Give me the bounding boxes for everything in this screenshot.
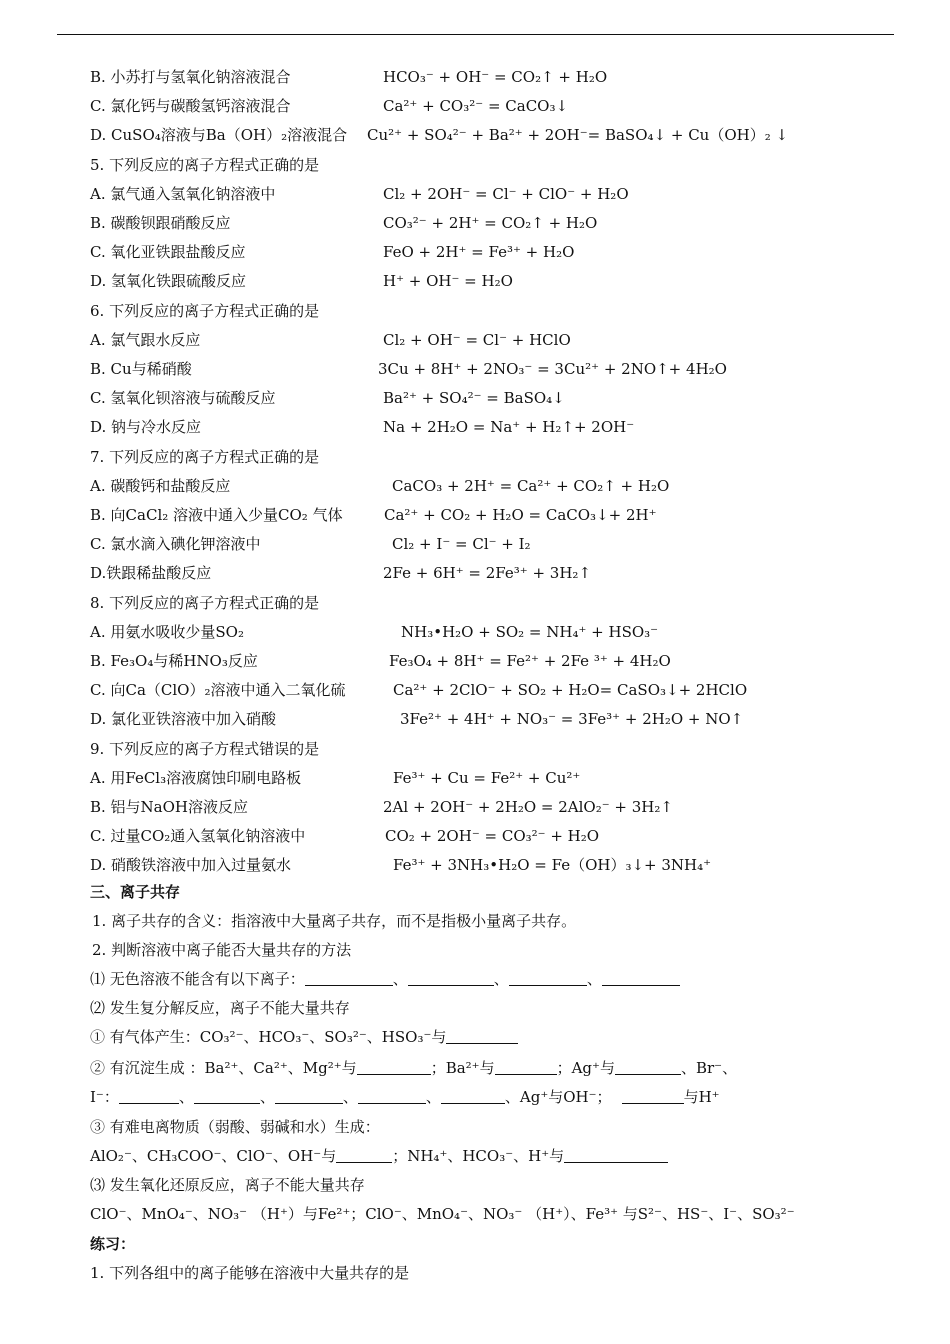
ionic-equation: CO₂ + 2OH⁻ = CO₃²⁻ + H₂O <box>385 827 600 845</box>
gas-line <box>90 1027 518 1047</box>
redox-line: ⑶ 发生氧化还原反应，离子不能大量共存 <box>90 1176 365 1194</box>
option-label: B. Fe₃O₄与稀HNO₃反应 <box>90 652 258 670</box>
answer-blank[interactable] <box>495 1060 557 1075</box>
section-title: 三、离子共存 <box>90 883 181 901</box>
option-label: D. 氯化亚铁溶液中加入硝酸 <box>90 710 277 728</box>
equation-row <box>90 417 635 437</box>
option-label: B. 小苏打与氢氧化钠溶液混合 <box>90 68 291 86</box>
option-label: D. 钠与冷水反应 <box>90 418 202 436</box>
hydrogen-label: 与H⁺ <box>683 1088 720 1106</box>
question-text: 9. 下列反应的离子方程式错误的是 <box>90 740 320 758</box>
answer-blank[interactable] <box>275 1089 343 1104</box>
ionic-equation: Fe³⁺ + 3NH₃•H₂O = Fe（OH）₃↓+ 3NH₄⁺ <box>393 856 712 874</box>
question-stem <box>90 155 319 175</box>
equation-row <box>90 213 598 233</box>
answer-blank[interactable] <box>408 971 494 986</box>
precipitate-label-4: 、Br⁻、 <box>680 1059 738 1077</box>
answer-blank[interactable] <box>119 1089 179 1104</box>
equation-row <box>90 388 565 408</box>
question-text: 7. 下列反应的离子方程式正确的是 <box>90 448 320 466</box>
equation-row <box>90 67 608 87</box>
paragraph-double-decomp: ⑵ 发生复分解反应，离子不能大量共存 <box>90 999 350 1017</box>
precipitate-label-3: ；Ag⁺与 <box>556 1059 615 1077</box>
question-stem <box>90 739 319 759</box>
option-label: B. 碳酸钡跟硝酸反应 <box>90 214 231 232</box>
header-rule <box>57 34 894 35</box>
answer-blank[interactable] <box>358 1089 426 1104</box>
option-label: A. 用FeCl₃溶液腐蚀印刷电路板 <box>90 769 302 787</box>
gas-label: ① 有气体产生：CO₃²⁻、HCO₃⁻、SO₃²⁻、HSO₃⁻与 <box>90 1028 447 1046</box>
weak-electrolyte-line: ③ 有难电离物质（弱酸、弱碱和水）生成： <box>90 1118 380 1136</box>
question-text: 6. 下列反应的离子方程式正确的是 <box>90 302 320 320</box>
weak-electrolyte-ions-line <box>90 1146 668 1166</box>
ionic-equation: HCO₃⁻ + OH⁻ = CO₂↑ + H₂O <box>383 68 608 86</box>
question-text: 5. 下列反应的离子方程式正确的是 <box>90 156 320 174</box>
answer-blank[interactable] <box>336 1148 392 1163</box>
colorless-ions-label: ⑴ 无色溶液不能含有以下离子： <box>90 970 305 988</box>
option-label: A. 用氨水吸收少量SO₂ <box>90 623 244 641</box>
option-label: C. 氯水滴入碘化钾溶液中 <box>90 535 261 553</box>
ionic-equation: Ca²⁺ + 2ClO⁻ + SO₂ + H₂O= CaSO₃↓+ 2HClO <box>393 681 748 699</box>
option-label: A. 碳酸钙和盐酸反应 <box>90 477 231 495</box>
equation-row <box>90 184 629 204</box>
precipitate-line-2 <box>90 1087 720 1107</box>
answer-blank[interactable] <box>446 1029 518 1044</box>
silver-label: 、Ag⁺与OH⁻； <box>504 1088 612 1106</box>
paragraph-method: 2. 判断溶液中离子能否大量共存的方法 <box>92 941 352 959</box>
answer-blank[interactable] <box>509 971 587 986</box>
option-label: D. 硝酸铁溶液中加入过量氨水 <box>90 856 292 874</box>
ionic-equation: Cl₂ + OH⁻ = Cl⁻ + HClO <box>383 331 571 349</box>
equation-row <box>90 680 748 700</box>
practice-title: 练习： <box>90 1235 136 1253</box>
precipitate-label: ② 有沉淀生成 ：Ba²⁺、Ca²⁺、Mg²⁺与 <box>90 1059 357 1077</box>
answer-blank[interactable] <box>357 1060 431 1075</box>
answer-blank[interactable] <box>602 971 680 986</box>
iodide-label: I⁻： <box>90 1088 119 1106</box>
option-label: D. 氢氧化铁跟硫酸反应 <box>90 272 247 290</box>
weak-ions-label-2: ；NH₄⁺、HCO₃⁻、H⁺与 <box>392 1147 565 1165</box>
answer-blank[interactable] <box>564 1148 668 1163</box>
question-stem <box>90 593 319 613</box>
ionic-equation: Fe₃O₄ + 8H⁺ = Fe²⁺ + 2Fe ³⁺ + 4H₂O <box>389 652 671 670</box>
question-stem <box>90 447 319 467</box>
ionic-equation: Fe³⁺ + Cu = Fe²⁺ + Cu²⁺ <box>393 769 581 787</box>
ionic-equation: 3Fe²⁺ + 4H⁺ + NO₃⁻ = 3Fe³⁺ + 2H₂O + NO↑ <box>400 710 744 728</box>
weak-ions-label: AlO₂⁻、CH₃COO⁻、ClO⁻、OH⁻与 <box>90 1147 337 1165</box>
ionic-equation: CaCO₃ + 2H⁺ = Ca²⁺ + CO₂↑ + H₂O <box>392 477 670 495</box>
paragraph-meaning: 1. 离子共存的含义：指溶液中大量离子共存，而不是指极小量离子共存。 <box>92 912 577 930</box>
equation-row <box>90 476 670 496</box>
equation-row <box>90 622 659 642</box>
answer-blank[interactable] <box>622 1089 684 1104</box>
equation-row <box>90 709 744 729</box>
ionic-equation: 3Cu + 8H⁺ + 2NO₃⁻ = 3Cu²⁺ + 2NO↑+ 4H₂O <box>378 360 727 378</box>
question-stem <box>90 301 319 321</box>
ionic-equation: Cl₂ + 2OH⁻ = Cl⁻ + ClO⁻ + H₂O <box>383 185 629 203</box>
option-label: A. 氯气跟水反应 <box>90 331 201 349</box>
equation-row <box>90 359 727 379</box>
ionic-equation: NH₃•H₂O + SO₂ = NH₄⁺ + HSO₃⁻ <box>401 623 659 641</box>
option-label: B. 向CaCl₂ 溶液中通入少量CO₂ 气体 <box>90 506 343 524</box>
separator: 、 <box>586 970 602 988</box>
equation-row <box>90 330 571 350</box>
option-label: B. 铝与NaOH溶液反应 <box>90 798 249 816</box>
equation-row <box>90 125 789 145</box>
answer-blank[interactable] <box>615 1060 681 1075</box>
ionic-equation: Cu²⁺ + SO₄²⁻ + Ba²⁺ + 2OH⁻= BaSO₄↓ + Cu（OH）₂ ↓ <box>367 126 789 144</box>
answer-blank[interactable] <box>441 1089 505 1104</box>
ionic-equation: Ba²⁺ + SO₄²⁻ = BaSO₄↓ <box>383 389 565 407</box>
ionic-equation: H⁺ + OH⁻ = H₂O <box>383 272 513 290</box>
separator: 、 <box>178 1088 194 1106</box>
colorless-ions-line <box>90 969 680 989</box>
precipitate-label-2: ；Ba²⁺与 <box>430 1059 495 1077</box>
ionic-equation: 2Al + 2OH⁻ + 2H₂O = 2AlO₂⁻ + 3H₂↑ <box>383 798 673 816</box>
equation-row <box>90 826 600 846</box>
equation-row <box>90 797 673 817</box>
equation-row <box>90 505 657 525</box>
option-label: B. Cu与稀硝酸 <box>90 360 192 378</box>
option-label: D.铁跟稀盐酸反应 <box>90 564 212 582</box>
ionic-equation: Cl₂ + I⁻ = Cl⁻ + I₂ <box>392 535 531 553</box>
ionic-equation: Na + 2H₂O = Na⁺ + H₂↑+ 2OH⁻ <box>383 418 635 436</box>
option-label: C. 过量CO₂通入氢氧化钠溶液中 <box>90 827 306 845</box>
equation-row <box>90 563 592 583</box>
ionic-equation: Ca²⁺ + CO₃²⁻ = CaCO₃↓ <box>383 97 569 115</box>
answer-blank[interactable] <box>194 1089 260 1104</box>
equation-row <box>90 271 513 291</box>
option-label: C. 氢氧化钡溶液与硫酸反应 <box>90 389 276 407</box>
separator: 、 <box>392 970 408 988</box>
ionic-equation: 2Fe + 6H⁺ = 2Fe³⁺ + 3H₂↑ <box>383 564 592 582</box>
practice-question-1: 1. 下列各组中的离子能够在溶液中大量共存的是 <box>90 1264 410 1282</box>
answer-blank[interactable] <box>305 971 393 986</box>
separator: 、 <box>493 970 509 988</box>
redox-ions-line: ClO⁻、MnO₄⁻、NO₃⁻ （H⁺）与Fe²⁺；ClO⁻、MnO₄⁻、NO₃⁻ （H⁺）、Fe³⁺ 与S²⁻、HS⁻、I⁻、SO₃²⁻ <box>90 1205 795 1223</box>
equation-row <box>90 768 581 788</box>
option-label: C. 氧化亚铁跟盐酸反应 <box>90 243 246 261</box>
precipitate-line <box>90 1058 737 1078</box>
equation-row <box>90 534 531 554</box>
ionic-equation: Ca²⁺ + CO₂ + H₂O = CaCO₃↓+ 2H⁺ <box>384 506 657 524</box>
option-label: C. 向Ca（ClO）₂溶液中通入二氧化硫 <box>90 681 346 699</box>
equation-row <box>90 96 569 116</box>
separator: 、 <box>259 1088 275 1106</box>
equation-row <box>90 242 575 262</box>
separator: 、 <box>342 1088 358 1106</box>
option-label: A. 氯气通入氢氧化钠溶液中 <box>90 185 276 203</box>
ionic-equation: FeO + 2H⁺ = Fe³⁺ + H₂O <box>383 243 575 261</box>
equation-row <box>90 651 671 671</box>
option-label: C. 氯化钙与碳酸氢钙溶液混合 <box>90 97 291 115</box>
separator: 、 <box>425 1088 441 1106</box>
question-text: 8. 下列反应的离子方程式正确的是 <box>90 594 320 612</box>
equation-row <box>90 855 712 875</box>
option-label: D. CuSO₄溶液与Ba（OH）₂溶液混合 <box>90 126 348 144</box>
ionic-equation: CO₃²⁻ + 2H⁺ = CO₂↑ + H₂O <box>383 214 598 232</box>
